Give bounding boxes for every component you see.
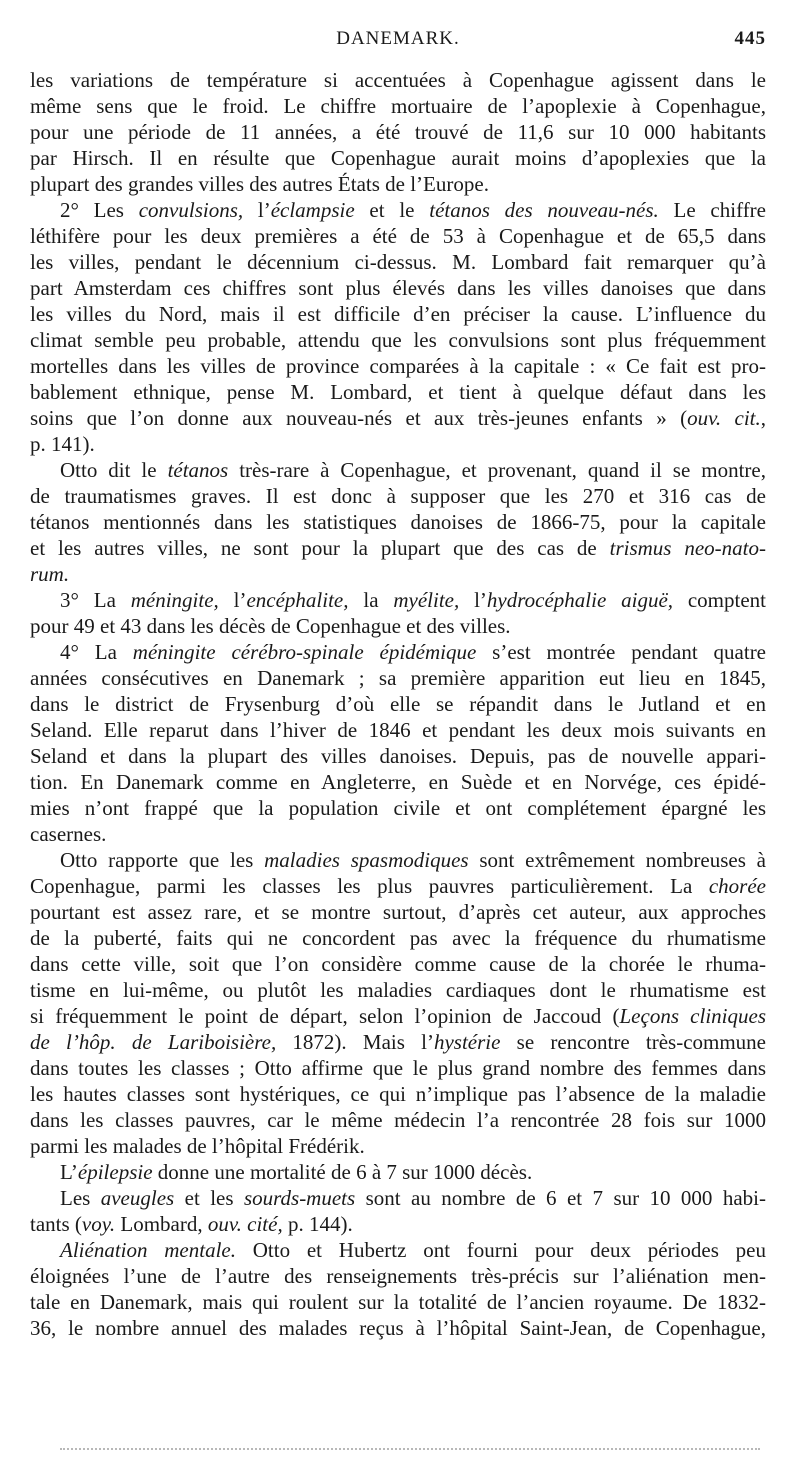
text-line: parmi les malades de l’hôpital Frédérik.: [30, 1134, 365, 1158]
text-line: tale en Danemark, mais qui roulent sur la totalité de l’ancien royaume. De 1832-: [30, 1290, 766, 1314]
text-line: plupart des grandes villes des autres États de l’Europe.: [30, 172, 489, 196]
italic-term: Leçons cliniques: [619, 1004, 766, 1028]
text-line: par Hirsch. Il en résulte que Copenhague aurait moins d’apoplexies que la: [30, 146, 766, 170]
italic-term: éclampsie: [270, 198, 355, 222]
text-line: Seland. Elle reparut dans l’hiver de 1846 et pendant les deux mois suivants en: [30, 718, 766, 742]
italic-term: méningite cérébro-spinale épidémique: [132, 640, 477, 664]
text-line: éloignées l’une de l’autre des renseignements très-précis sur l’aliénation men-: [30, 1264, 766, 1288]
page-number: 445: [734, 28, 766, 49]
text-line: dans les classes pauvres, car le même médecin l’a rencontrée 28 fois sur 1000: [30, 1108, 766, 1132]
text-line: et les autres villes, ne sont pour la plupart que des cas de trismus neo-nato-: [30, 536, 766, 560]
italic-term: ouv. cit.: [687, 406, 761, 430]
text-line: L’épilepsie donne une mortalité de 6 à 7 sur 1000 décès.: [60, 1160, 533, 1184]
text-line: Otto dit le tétanos très-rare à Copenhague, et provenant, quand il se montre,: [60, 458, 766, 482]
document-page: [30, 0, 766, 1482]
text-line: Seland et dans la plupart des villes danoises. Depuis, pas de nouvelle appari-: [30, 744, 766, 768]
text-line: part Amsterdam ces chiffres sont plus élevés dans les villes danoises que dans: [30, 276, 766, 300]
italic-term: de l’hôp. de Lariboisière,: [30, 1030, 277, 1054]
text-line: casernes.: [30, 822, 107, 846]
text-line: de traumatismes graves. Il est donc à supposer que les 270 et 316 cas de: [30, 484, 766, 508]
text-line: pourtant est assez rare, et se montre surtout, d’après cet auteur, aux approches: [30, 900, 766, 924]
text-line: Otto rapporte que les maladies spasmodiques sont extrêmement nombreuses à: [60, 848, 766, 872]
text-line: tants (voy. Lombard, ouv. cité, p. 144).: [30, 1212, 353, 1236]
text-line: de l’hôp. de Lariboisière, 1872). Mais l’hystérie se rencontre très-commune: [30, 1030, 767, 1054]
text-line: 2° Les convulsions, l’éclampsie et le tétanos des nouveau-nés. Le chiffre: [60, 198, 766, 222]
text-line: [30, 561, 766, 587]
text-line: 36, le nombre annuel des malades reçus à l’hôpital Saint-Jean, de Copenhague,: [30, 1316, 766, 1340]
text-line: climat semble peu probable, attendu que les convulsions sont plus fréquemment: [30, 328, 766, 352]
text-line: les villes du Nord, mais il est difficile d’en préciser la cause. L’influence du: [30, 302, 766, 326]
text-line: 3° La méningite, l’encéphalite, la myélite, l’hydrocéphalie aiguë, comptent: [60, 588, 767, 612]
italic-term: hystérie: [433, 1030, 501, 1054]
text-line: mortelles dans les villes de province comparées à la capitale : « Ce fait est pro-: [30, 354, 766, 378]
italic-term: voy.: [81, 1212, 116, 1236]
italic-term: tétanos: [167, 458, 229, 482]
text-line: années consécutives en Danemark ; sa première apparition eut lieu en 1845,: [30, 666, 766, 690]
text-line: mies n’ont frappé que la population civile et ont complétement épargné les: [30, 796, 766, 820]
scan-artifact-dots: [60, 1436, 760, 1450]
text-line: 4° La méningite cérébro-spinale épidémique s’est montrée pendant quatre: [60, 640, 767, 664]
text-line: dans le district de Frysenburg d’où elle se répandit dans le Jutland et en: [30, 692, 766, 716]
italic-term: convulsions,: [138, 198, 244, 222]
text-line: Copenhague, parmi les classes les plus pauvres particulièrement. La chorée: [30, 874, 766, 898]
italic-term: aveugles: [100, 1186, 175, 1210]
italic-term: hydrocéphalie aiguë,: [486, 588, 674, 612]
text-line: dans cette ville, soit que l’on considère comme cause de la chorée le rhuma-: [30, 952, 766, 976]
italic-term: maladies spasmodiques: [264, 848, 469, 872]
text-line: tétanos mentionnés dans les statistiques danoises de 1866-75, pour la capitale: [30, 510, 766, 534]
running-title: DANEMARK.: [336, 28, 460, 49]
text-line: les villes, pendant le décennium ci-dessus. M. Lombard fait remarquer qu’à: [30, 250, 766, 274]
text-line: même sens que le froid. Le chiffre mortuaire de l’apoplexie à Copenhague,: [30, 94, 766, 118]
text-line: pour une période de 11 années, a été trouvé de 11,6 sur 10 000 habitants: [30, 120, 766, 144]
italic-term: épilepsie: [77, 1160, 153, 1184]
text-line: Aliénation mentale. Otto et Hubertz ont fourni pour deux périodes peu: [60, 1238, 766, 1262]
text-line: p. 141).: [30, 432, 95, 456]
text-line: pour 49 et 43 dans les décès de Copenhague et des villes.: [30, 614, 511, 638]
italic-term: sourds-muets: [243, 1186, 356, 1210]
text-line: bablement ethnique, pense M. Lombard, et tient à quelque défaut dans les: [30, 380, 766, 404]
italic-term: rum.: [30, 562, 70, 586]
italic-term: trismus neo-nato-: [609, 536, 766, 560]
text-line: tisme en lui-même, ou plutôt les maladies cardiaques dont le rhumatisme est: [30, 978, 766, 1002]
text-line: les hautes classes sont hystériques, ce qui n’implique pas l’absence de la maladie: [30, 1082, 766, 1106]
italic-term: ouv. cité,: [207, 1212, 283, 1236]
italic-term: Aliénation mentale.: [60, 1238, 236, 1262]
italic-term: chorée: [708, 874, 766, 898]
italic-term: méningite,: [130, 588, 219, 612]
text-line: si fréquemment le point de départ, selon l’opinion de Jaccoud (Leçons cliniques: [30, 1004, 766, 1028]
text-line: soins que l’on donne aux nouveau-nés et aux très-jeunes enfants » (ouv. cit.,: [30, 406, 766, 430]
text-line: tion. En Danemark comme en Angleterre, en Suède et en Norvége, ces épidé-: [30, 770, 766, 794]
italic-term: encéphalite,: [246, 588, 349, 612]
text-line: léthifère pour les deux premières a été de 53 à Copenhague et de 65,5 dans: [30, 224, 766, 248]
italic-term: tétanos des nouveau-nés.: [429, 198, 659, 222]
text-line: Les aveugles et les sourds-muets sont au nombre de 6 et 7 sur 10 000 habi-: [60, 1186, 766, 1210]
text-line: de la puberté, faits qui ne concordent pas avec la fréquence du rhumatisme: [30, 926, 766, 950]
text-line: dans toutes les classes ; Otto affirme que le plus grand nombre des femmes dans: [30, 1056, 766, 1080]
running-header: [30, 28, 766, 54]
text-line: les variations de température si accentuées à Copenhague agissent dans le: [30, 68, 766, 92]
italic-term: myélite,: [393, 588, 460, 612]
